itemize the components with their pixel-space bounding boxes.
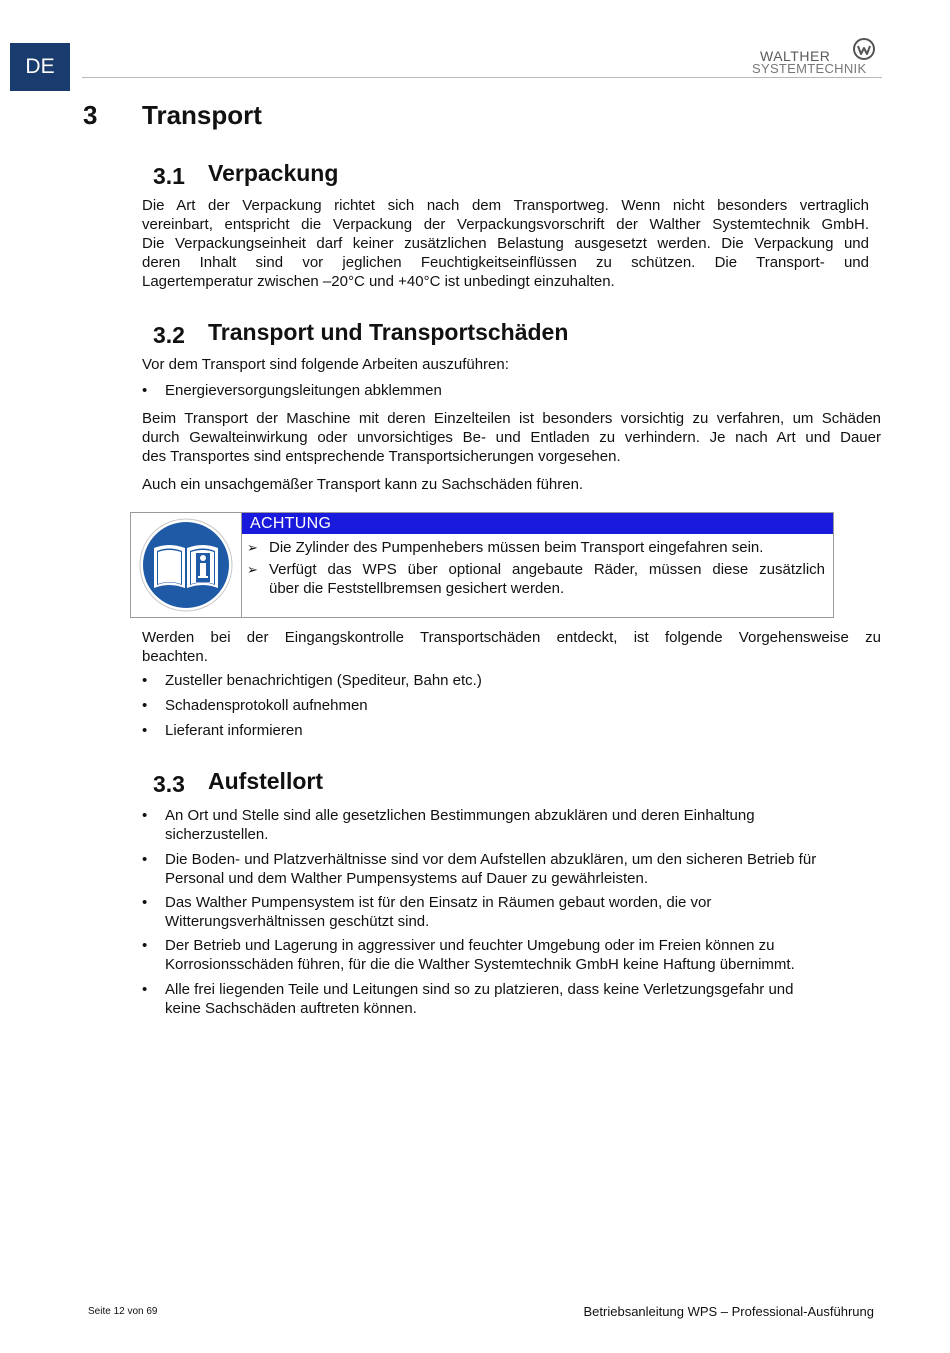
logo-line2: SYSTEMTECHNIK xyxy=(752,61,867,76)
text-line: Die Verpackungseinheit darf keiner zusätzlichen Belastung ausgesetzt werden. Die Verpackung und xyxy=(142,235,869,252)
text-line: Die Boden- und Platzverhältnisse sind vor dem Aufstellen abzuklären, um den sicheren Betrieb für xyxy=(165,851,817,868)
bullet-icon: • xyxy=(142,937,148,954)
text-line: über die Feststellbremsen gesichert werden. xyxy=(269,580,565,597)
section-3-2-heading xyxy=(0,319,950,349)
bullet-icon: • xyxy=(142,981,148,998)
text-line: durch Gewalteinwirkung oder unvorsichtiges Be- und Entladen zu verhindern. Je nach Art und Dauer xyxy=(142,429,881,446)
text-line: Korrosionsschäden führen, für die die Walther Systemtechnik GmbH keine Haftung übernimmt. xyxy=(165,956,795,973)
section-number: 3.1 xyxy=(153,163,185,189)
bullet-icon: • xyxy=(142,851,148,868)
list-item-text xyxy=(165,893,869,931)
text-line: vereinbart, entspricht die Verpackung der Verpackungsvorschrift der Walther Systemtechnik GmbH. xyxy=(142,216,869,233)
text-line: keine Sachschäden auftreten können. xyxy=(165,1000,417,1017)
transport-intro: Vor dem Transport sind folgende Arbeiten auszuführen: xyxy=(142,356,509,373)
arrow-bullet-icon: ➢ xyxy=(247,540,258,555)
section-3-1-heading xyxy=(0,160,950,190)
company-logo xyxy=(748,36,882,76)
text-line: sicherzustellen. xyxy=(165,826,269,843)
text-line: beachten. xyxy=(142,648,208,665)
text-line: deren Inhalt sind vor jeglichen Feuchtigkeitseinflüssen zu schützen. Die Transport- und xyxy=(142,254,869,271)
arrow-bullet-icon: ➢ xyxy=(247,562,258,577)
packaging-paragraph xyxy=(142,196,869,291)
text-line: Verfügt das WPS über optional angebaute Räder, müssen diese zusätzlich xyxy=(269,561,825,578)
bullet-icon: • xyxy=(142,807,148,824)
attention-notice xyxy=(130,512,834,618)
text-line: Beim Transport der Maschine mit deren Einzelteilen ist besonders vorsichtig zu verfahren, um Schäden xyxy=(142,410,881,427)
text-line: Lagertemperatur zwischen –20°C und +40°C ist unbedingt einzuhalten. xyxy=(142,273,615,290)
notice-item-text xyxy=(269,560,825,598)
bullet-icon: • xyxy=(142,894,148,911)
text-line: Der Betrieb und Lagerung in aggressiver und feuchter Umgebung oder im Freien können zu xyxy=(165,937,775,954)
list-item-text: Schadensprotokoll aufnehmen xyxy=(165,697,368,714)
list-item-text: Zusteller benachrichtigen (Spediteur, Bahn etc.) xyxy=(165,672,482,689)
damage-warning-text: Auch ein unsachgemäßer Transport kann zu Sachschäden führen. xyxy=(142,476,584,493)
bullet-icon: • xyxy=(142,697,148,714)
notice-title: ACHTUNG xyxy=(242,513,833,534)
section-number: 3.2 xyxy=(153,322,185,348)
section-number: 3.3 xyxy=(153,771,185,797)
list-item-text xyxy=(165,936,869,974)
logo-mark-icon xyxy=(852,37,876,61)
text-line: Die Art der Verpackung richtet sich nach dem Transportweg. Wenn nicht besonders vertraglich xyxy=(142,197,869,214)
read-manual-icon xyxy=(139,518,233,612)
list-item-text xyxy=(165,806,869,844)
language-badge: DE xyxy=(10,43,70,91)
section-title: Transport und Transportschäden xyxy=(208,319,569,345)
chapter-number: 3 xyxy=(83,100,98,130)
section-title: Verpackung xyxy=(208,160,339,186)
bullet-icon: • xyxy=(142,722,148,739)
list-item-text xyxy=(165,980,869,1018)
list-item-text: Lieferant informieren xyxy=(165,722,303,739)
bullet-icon: • xyxy=(142,382,148,399)
list-item-text: Energieversorgungsleitungen abklemmen xyxy=(165,382,442,399)
list-item-text xyxy=(165,850,869,888)
text-line: Witterungsverhältnissen geschützt sind. xyxy=(165,913,430,930)
document-title: Betriebsanleitung WPS – Professional-Ausführung xyxy=(583,1304,874,1319)
logo-line1: WALTHER xyxy=(760,48,831,64)
section-3-3-heading xyxy=(0,768,950,798)
text-line: Werden bei der Eingangskontrolle Transportschäden entdeckt, ist folgende Vorgehensweise zu xyxy=(142,629,881,646)
chapter-title: Transport xyxy=(142,100,262,130)
text-line: Personal und dem Walther Pumpensystems auf Dauer zu gewährleisten. xyxy=(165,870,649,887)
header-divider xyxy=(82,77,882,78)
bullet-icon: • xyxy=(142,672,148,689)
notice-icon-cell xyxy=(131,513,242,617)
text-line: An Ort und Stelle sind alle gesetzlichen Bestimmungen abzuklären und deren Einhaltung xyxy=(165,807,755,824)
text-line: Das Walther Pumpensystem ist für den Einsatz in Räumen gebaut worden, die vor xyxy=(165,894,712,911)
text-line: des Transportes sind entsprechende Transportsicherungen vorgesehen. xyxy=(142,448,621,465)
notice-item-text: Die Zylinder des Pumpenhebers müssen beim Transport eingefahren sein. xyxy=(269,539,764,556)
text-line: Alle frei liegenden Teile und Leitungen sind so zu platzieren, dass keine Verletzungsgefahr und xyxy=(165,981,794,998)
section-title: Aufstellort xyxy=(208,768,323,794)
transport-paragraph xyxy=(142,409,881,466)
inspection-paragraph xyxy=(142,628,881,666)
page-number: Seite 12 von 69 xyxy=(88,1306,158,1317)
